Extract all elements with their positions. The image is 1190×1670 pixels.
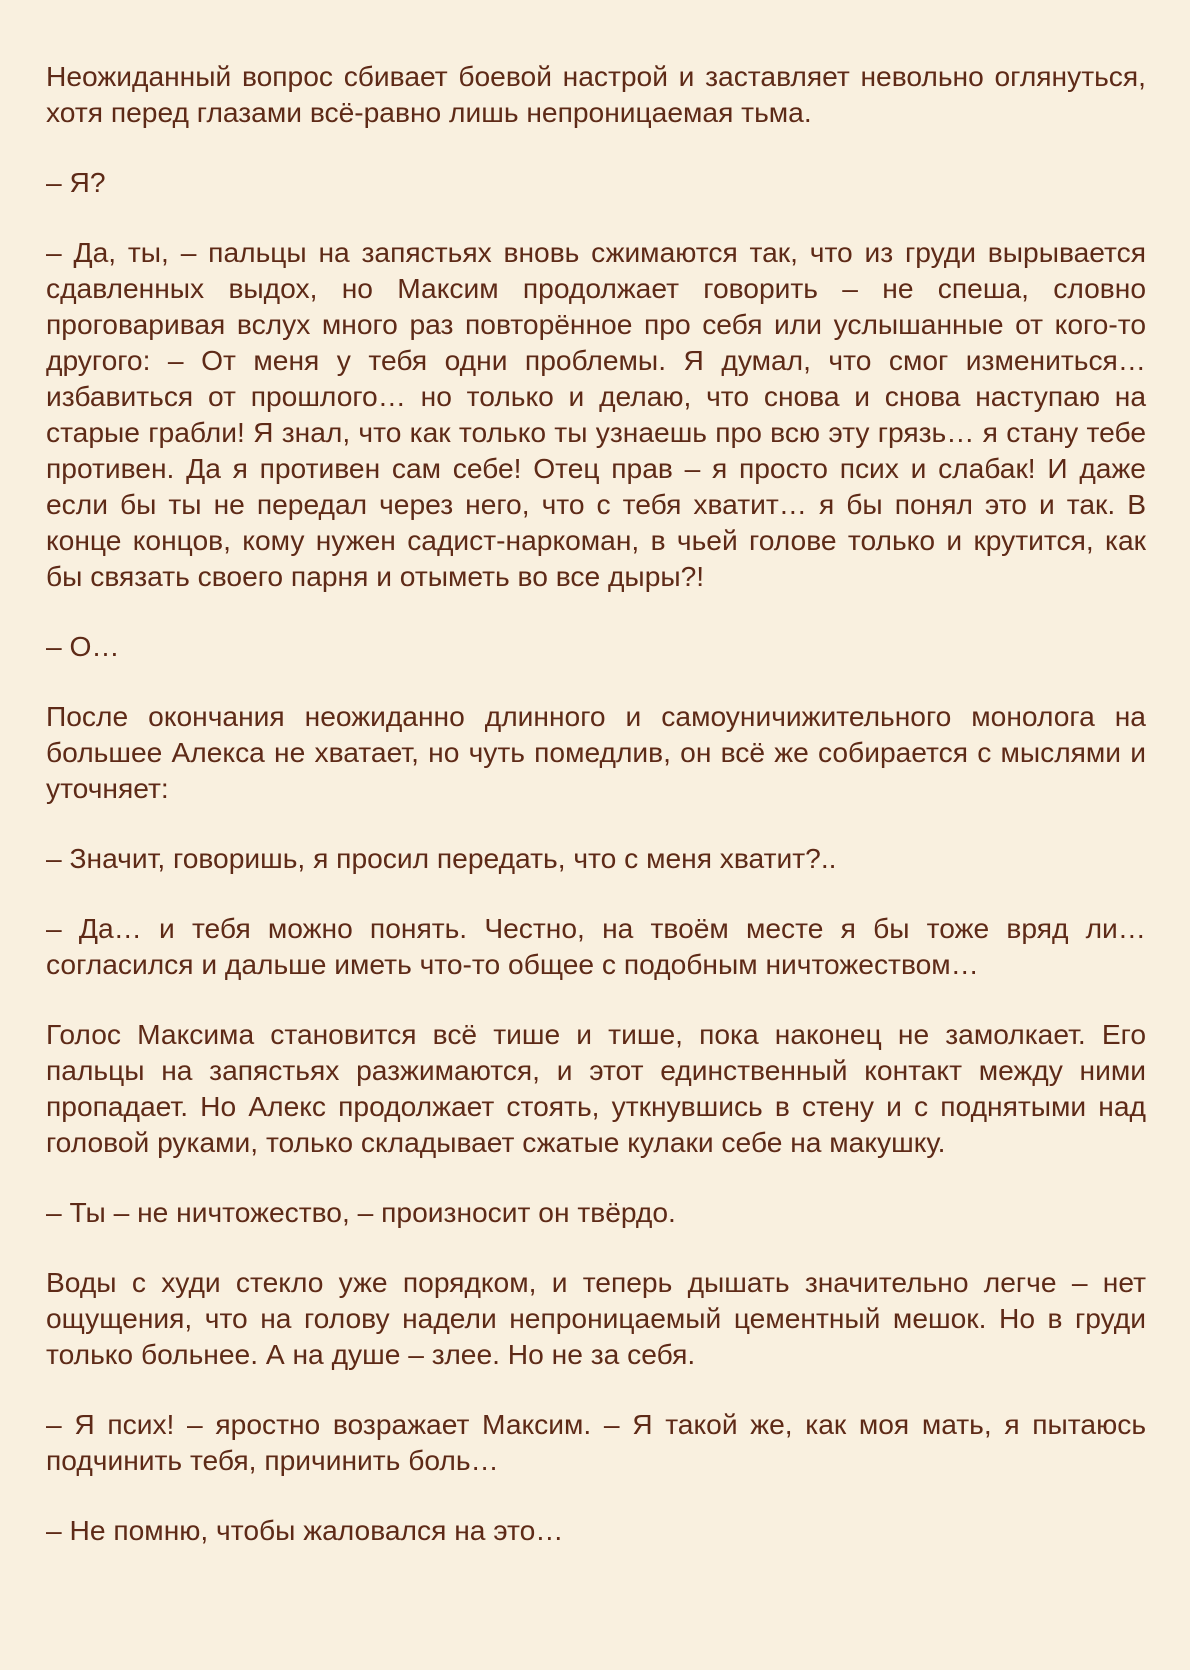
paragraph-1: Неожиданный вопрос сбивает боевой настрой и заставляет невольно оглянуться, хотя перед глазами всё-равно лишь непроницаемая тьма. bbox=[46, 60, 1146, 128]
paragraph-9: – Ты – не ничтожество, – произносит он твёрдо. bbox=[46, 1196, 676, 1228]
paragraph-11: – Я псих! – яростно возражает Максим. – Я такой же, как моя мать, я пытаюсь подчинить тебя, причинить боль… bbox=[46, 1408, 1146, 1476]
paragraph-4: – О… bbox=[46, 630, 120, 662]
paragraph-6: – Значит, говоришь, я просил передать, что с меня хватит?.. bbox=[46, 842, 837, 874]
paragraph-12: – Не помню, чтобы жаловался на это… bbox=[46, 1514, 564, 1546]
paragraph-8: Голос Максима становится всё тише и тише, пока наконец не замолкает. Его пальцы на запястьях разжимаются, и этот единственный контакт между ними пропадает. Но Алекс продолжает стоять, уткнувшись в стену и с поднятыми над головой руками, только складывает сжатые кулаки себе на макушку. bbox=[46, 1018, 1146, 1158]
paragraph-7: – Да… и тебя можно понять. Честно, на твоём месте я бы тоже вряд ли… согласился и дальше иметь что-то общее с подобным ничтожеством… bbox=[46, 912, 1146, 980]
paragraph-3: – Да, ты, – пальцы на запястьях вновь сжимаются так, что из груди вырывается сдавленных выдох, но Максим продолжает говорить – не спеша, словно проговаривая вслух много раз повторённое про себя или услышанные от кого-то другого: – От меня у тебя одни проблемы. Я думал, что смог измениться… избавиться от прошлого… но только и делаю, что снова и снова наступаю на старые грабли! Я знал, что как только ты узнаешь про всю эту грязь… я стану тебе противен. Да я противен сам себе! Отец прав – я просто псих и слабак! И даже если бы ты не передал через него, что с тебя хватит… я бы понял это и так. В конце концов, кому нужен садист-наркоман, в чьей голове только и крутится, как бы связать своего парня и отыметь во все дыры?! bbox=[46, 236, 1146, 592]
paragraph-5: После окончания неожиданно длинного и самоуничижительного монолога на большее Алекса не хватает, но чуть помедлив, он всё же собирается с мыслями и уточняет: bbox=[46, 700, 1146, 804]
paragraph-10: Воды с худи стекло уже порядком, и теперь дышать значительно легче – нет ощущения, что на голову надели непроницаемый цементный мешок. Но в груди только больнее. А на душе – злее. Но не за себя. bbox=[46, 1266, 1146, 1370]
paragraph-2: – Я? bbox=[46, 166, 106, 198]
